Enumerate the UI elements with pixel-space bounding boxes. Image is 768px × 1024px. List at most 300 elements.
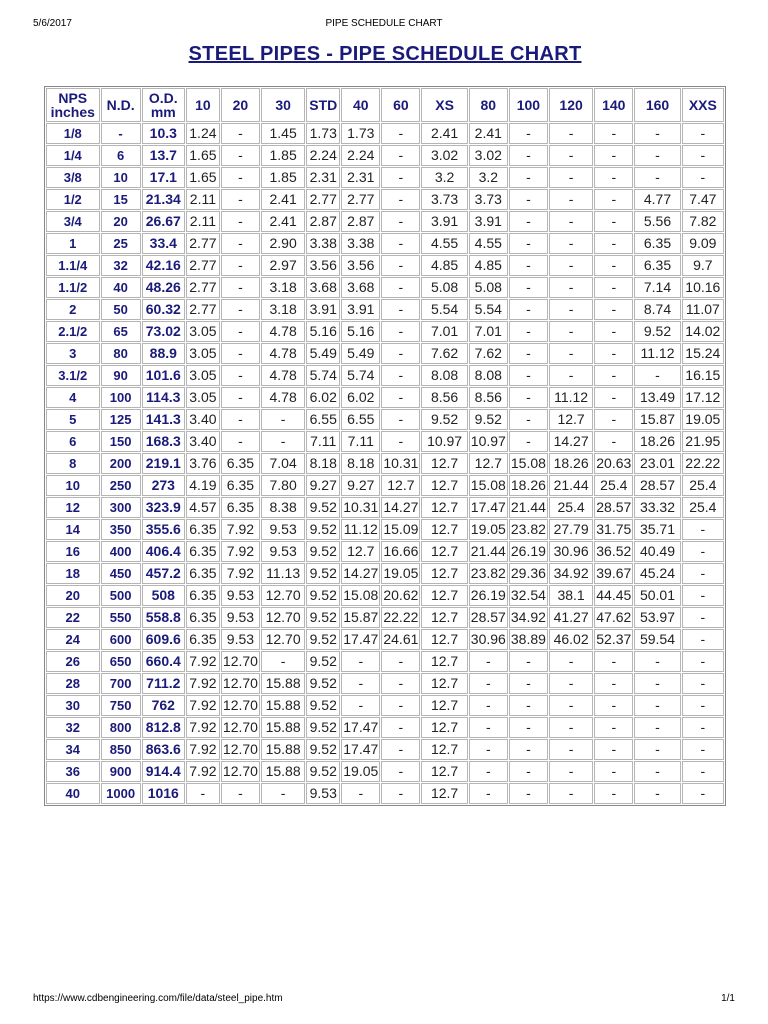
- pipe-schedule-table: [44, 86, 726, 806]
- wall-thickness-cell: 3.91: [341, 299, 380, 320]
- wall-thickness-cell: 7.14: [634, 277, 680, 298]
- wall-thickness-cell: -: [549, 211, 593, 232]
- wall-thickness-cell: 19.05: [682, 409, 724, 430]
- wall-thickness-cell: -: [221, 343, 260, 364]
- wall-thickness-cell: 3.2: [469, 167, 508, 188]
- wall-thickness-cell: 9.52: [421, 409, 467, 430]
- wall-thickness-cell: 12.7: [421, 497, 467, 518]
- wall-thickness-cell: -: [549, 717, 593, 738]
- table-row: [46, 365, 724, 386]
- wall-thickness-cell: 6.35: [186, 541, 220, 562]
- table-row: [46, 453, 724, 474]
- wall-thickness-cell: -: [549, 651, 593, 672]
- od-cell: 711.2: [142, 673, 185, 694]
- wall-thickness-cell: -: [634, 145, 680, 166]
- wall-thickness-cell: 1.85: [261, 167, 305, 188]
- nd-cell: 700: [101, 673, 141, 694]
- od-cell: 33.4: [142, 233, 185, 254]
- column-header: 10: [186, 88, 220, 122]
- od-cell: 10.3: [142, 123, 185, 144]
- wall-thickness-cell: 9.53: [221, 607, 260, 628]
- wall-thickness-cell: -: [509, 717, 548, 738]
- wall-thickness-cell: 7.47: [682, 189, 724, 210]
- od-cell: 863.6: [142, 739, 185, 760]
- wall-thickness-cell: -: [221, 211, 260, 232]
- wall-thickness-cell: 9.7: [682, 255, 724, 276]
- nd-cell: 32: [101, 255, 141, 276]
- wall-thickness-cell: -: [381, 409, 420, 430]
- wall-thickness-cell: -: [594, 673, 633, 694]
- wall-thickness-cell: -: [509, 343, 548, 364]
- nps-cell: 18: [46, 563, 100, 584]
- wall-thickness-cell: 2.97: [261, 255, 305, 276]
- wall-thickness-cell: -: [594, 233, 633, 254]
- table-row: [46, 233, 724, 254]
- wall-thickness-cell: -: [509, 761, 548, 782]
- nd-cell: 750: [101, 695, 141, 716]
- wall-thickness-cell: 7.01: [469, 321, 508, 342]
- wall-thickness-cell: -: [682, 739, 724, 760]
- nd-cell: 90: [101, 365, 141, 386]
- nd-cell: 1000: [101, 783, 141, 804]
- wall-thickness-cell: -: [549, 233, 593, 254]
- wall-thickness-cell: 2.11: [186, 189, 220, 210]
- nd-cell: 300: [101, 497, 141, 518]
- wall-thickness-cell: 3.91: [306, 299, 340, 320]
- od-cell: 219.1: [142, 453, 185, 474]
- wall-thickness-cell: -: [509, 651, 548, 672]
- wall-thickness-cell: 7.92: [221, 519, 260, 540]
- wall-thickness-cell: 29.36: [509, 563, 548, 584]
- wall-thickness-cell: -: [682, 563, 724, 584]
- wall-thickness-cell: 12.7: [421, 607, 467, 628]
- wall-thickness-cell: 6.35: [221, 475, 260, 496]
- wall-thickness-cell: 9.53: [221, 585, 260, 606]
- wall-thickness-cell: -: [221, 321, 260, 342]
- wall-thickness-cell: -: [381, 255, 420, 276]
- wall-thickness-cell: 39.67: [594, 563, 633, 584]
- wall-thickness-cell: -: [381, 211, 420, 232]
- wall-thickness-cell: 6.55: [306, 409, 340, 430]
- nps-cell: 20: [46, 585, 100, 606]
- wall-thickness-cell: 2.31: [341, 167, 380, 188]
- wall-thickness-cell: 12.7: [421, 673, 467, 694]
- nd-cell: 600: [101, 629, 141, 650]
- wall-thickness-cell: 4.78: [261, 343, 305, 364]
- wall-thickness-cell: 21.95: [682, 431, 724, 452]
- wall-thickness-cell: 53.97: [634, 607, 680, 628]
- wall-thickness-cell: 3.40: [186, 431, 220, 452]
- wall-thickness-cell: 20.62: [381, 585, 420, 606]
- wall-thickness-cell: 6.02: [341, 387, 380, 408]
- table-row: [46, 717, 724, 738]
- wall-thickness-cell: -: [221, 189, 260, 210]
- print-date: 5/6/2017: [33, 18, 72, 29]
- wall-thickness-cell: -: [381, 189, 420, 210]
- wall-thickness-cell: -: [549, 739, 593, 760]
- wall-thickness-cell: -: [634, 739, 680, 760]
- wall-thickness-cell: 28.57: [469, 607, 508, 628]
- table-row: [46, 739, 724, 760]
- wall-thickness-cell: -: [594, 167, 633, 188]
- table-row: [46, 321, 724, 342]
- wall-thickness-cell: -: [594, 717, 633, 738]
- wall-thickness-cell: -: [381, 695, 420, 716]
- wall-thickness-cell: 8.18: [306, 453, 340, 474]
- wall-thickness-cell: -: [634, 651, 680, 672]
- nd-cell: 800: [101, 717, 141, 738]
- wall-thickness-cell: -: [634, 123, 680, 144]
- wall-thickness-cell: 23.82: [469, 563, 508, 584]
- wall-thickness-cell: 40.49: [634, 541, 680, 562]
- print-header-title: PIPE SCHEDULE CHART: [325, 18, 443, 29]
- wall-thickness-cell: 9.52: [306, 585, 340, 606]
- wall-thickness-cell: -: [186, 783, 220, 804]
- wall-thickness-cell: -: [469, 739, 508, 760]
- wall-thickness-cell: -: [381, 387, 420, 408]
- wall-thickness-cell: -: [221, 123, 260, 144]
- wall-thickness-cell: -: [682, 519, 724, 540]
- nps-cell: 1.1/4: [46, 255, 100, 276]
- wall-thickness-cell: 2.77: [186, 255, 220, 276]
- wall-thickness-cell: -: [634, 717, 680, 738]
- wall-thickness-cell: 12.7: [381, 475, 420, 496]
- table-row: [46, 431, 724, 452]
- wall-thickness-cell: 6.35: [221, 497, 260, 518]
- wall-thickness-cell: -: [594, 431, 633, 452]
- wall-thickness-cell: 9.27: [341, 475, 380, 496]
- wall-thickness-cell: -: [261, 783, 305, 804]
- wall-thickness-cell: 7.92: [186, 651, 220, 672]
- wall-thickness-cell: -: [469, 717, 508, 738]
- wall-thickness-cell: 9.52: [306, 695, 340, 716]
- wall-thickness-cell: -: [594, 211, 633, 232]
- wall-thickness-cell: 33.32: [634, 497, 680, 518]
- wall-thickness-cell: 3.18: [261, 277, 305, 298]
- nps-cell: 4: [46, 387, 100, 408]
- wall-thickness-cell: 9.53: [261, 519, 305, 540]
- wall-thickness-cell: 14.02: [682, 321, 724, 342]
- wall-thickness-cell: 15.08: [509, 453, 548, 474]
- table-row: [46, 541, 724, 562]
- nd-cell: 65: [101, 321, 141, 342]
- wall-thickness-cell: -: [682, 695, 724, 716]
- wall-thickness-cell: -: [509, 145, 548, 166]
- wall-thickness-cell: -: [594, 145, 633, 166]
- wall-thickness-cell: -: [634, 167, 680, 188]
- nd-cell: -: [101, 123, 141, 144]
- table-row: [46, 409, 724, 430]
- wall-thickness-cell: 8.38: [261, 497, 305, 518]
- wall-thickness-cell: 3.68: [306, 277, 340, 298]
- nps-cell: 28: [46, 673, 100, 694]
- wall-thickness-cell: -: [221, 277, 260, 298]
- wall-thickness-cell: 4.85: [421, 255, 467, 276]
- nps-cell: 12: [46, 497, 100, 518]
- wall-thickness-cell: -: [682, 145, 724, 166]
- wall-thickness-cell: 16.66: [381, 541, 420, 562]
- wall-thickness-cell: -: [221, 233, 260, 254]
- wall-thickness-cell: 15.88: [261, 717, 305, 738]
- wall-thickness-cell: 59.54: [634, 629, 680, 650]
- od-cell: 13.7: [142, 145, 185, 166]
- nd-cell: 125: [101, 409, 141, 430]
- wall-thickness-cell: 12.7: [421, 475, 467, 496]
- wall-thickness-cell: 9.52: [306, 761, 340, 782]
- column-header: 80: [469, 88, 508, 122]
- wall-thickness-cell: -: [682, 585, 724, 606]
- wall-thickness-cell: 11.13: [261, 563, 305, 584]
- column-header: 120: [549, 88, 593, 122]
- wall-thickness-cell: 12.7: [421, 695, 467, 716]
- nd-cell: 100: [101, 387, 141, 408]
- table-row: [46, 783, 724, 804]
- wall-thickness-cell: -: [682, 717, 724, 738]
- wall-thickness-cell: 8.08: [469, 365, 508, 386]
- wall-thickness-cell: -: [221, 387, 260, 408]
- wall-thickness-cell: -: [341, 783, 380, 804]
- wall-thickness-cell: -: [549, 343, 593, 364]
- nd-cell: 15: [101, 189, 141, 210]
- od-cell: 17.1: [142, 167, 185, 188]
- wall-thickness-cell: 3.73: [469, 189, 508, 210]
- od-cell: 60.32: [142, 299, 185, 320]
- nps-cell: 22: [46, 607, 100, 628]
- wall-thickness-cell: 4.57: [186, 497, 220, 518]
- wall-thickness-cell: -: [682, 629, 724, 650]
- wall-thickness-cell: 5.49: [306, 343, 340, 364]
- wall-thickness-cell: -: [341, 651, 380, 672]
- wall-thickness-cell: 17.47: [341, 717, 380, 738]
- od-cell: 355.6: [142, 519, 185, 540]
- nps-cell: 32: [46, 717, 100, 738]
- wall-thickness-cell: 10.97: [469, 431, 508, 452]
- wall-thickness-cell: 18.26: [509, 475, 548, 496]
- nps-cell: 34: [46, 739, 100, 760]
- wall-thickness-cell: -: [594, 387, 633, 408]
- column-header: 160: [634, 88, 680, 122]
- wall-thickness-cell: -: [469, 651, 508, 672]
- wall-thickness-cell: 7.92: [221, 563, 260, 584]
- nps-cell: 5: [46, 409, 100, 430]
- wall-thickness-cell: -: [594, 365, 633, 386]
- wall-thickness-cell: -: [341, 673, 380, 694]
- nd-cell: 150: [101, 431, 141, 452]
- wall-thickness-cell: 9.53: [261, 541, 305, 562]
- table-row: [46, 299, 724, 320]
- wall-thickness-cell: -: [509, 739, 548, 760]
- column-header: N.D.: [101, 88, 141, 122]
- wall-thickness-cell: 26.19: [509, 541, 548, 562]
- wall-thickness-cell: -: [682, 541, 724, 562]
- wall-thickness-cell: 11.12: [634, 343, 680, 364]
- wall-thickness-cell: 15.87: [341, 607, 380, 628]
- wall-thickness-cell: 1.73: [306, 123, 340, 144]
- wall-thickness-cell: -: [381, 761, 420, 782]
- table-row: [46, 343, 724, 364]
- wall-thickness-cell: 28.57: [634, 475, 680, 496]
- wall-thickness-cell: -: [549, 299, 593, 320]
- wall-thickness-cell: 38.89: [509, 629, 548, 650]
- wall-thickness-cell: 7.62: [469, 343, 508, 364]
- wall-thickness-cell: 3.05: [186, 321, 220, 342]
- wall-thickness-cell: -: [221, 431, 260, 452]
- wall-thickness-cell: 15.88: [261, 761, 305, 782]
- od-cell: 21.34: [142, 189, 185, 210]
- wall-thickness-cell: 44.45: [594, 585, 633, 606]
- wall-thickness-cell: 3.2: [421, 167, 467, 188]
- wall-thickness-cell: -: [549, 145, 593, 166]
- nps-cell: 3/8: [46, 167, 100, 188]
- wall-thickness-cell: -: [594, 739, 633, 760]
- nps-cell: 16: [46, 541, 100, 562]
- wall-thickness-cell: 4.78: [261, 321, 305, 342]
- wall-thickness-cell: -: [341, 695, 380, 716]
- wall-thickness-cell: -: [549, 255, 593, 276]
- table-row: [46, 761, 724, 782]
- wall-thickness-cell: 17.47: [469, 497, 508, 518]
- wall-thickness-cell: -: [509, 233, 548, 254]
- wall-thickness-cell: 9.52: [306, 629, 340, 650]
- wall-thickness-cell: -: [549, 123, 593, 144]
- wall-thickness-cell: 6.35: [186, 629, 220, 650]
- wall-thickness-cell: 22.22: [381, 607, 420, 628]
- wall-thickness-cell: -: [549, 321, 593, 342]
- wall-thickness-cell: 2.77: [186, 299, 220, 320]
- wall-thickness-cell: -: [682, 761, 724, 782]
- wall-thickness-cell: -: [381, 123, 420, 144]
- wall-thickness-cell: 16.15: [682, 365, 724, 386]
- table-row: [46, 629, 724, 650]
- wall-thickness-cell: 12.7: [421, 585, 467, 606]
- wall-thickness-cell: 12.7: [469, 453, 508, 474]
- od-cell: 406.4: [142, 541, 185, 562]
- wall-thickness-cell: 15.24: [682, 343, 724, 364]
- wall-thickness-cell: -: [682, 673, 724, 694]
- wall-thickness-cell: 17.47: [341, 739, 380, 760]
- wall-thickness-cell: 2.77: [341, 189, 380, 210]
- column-header: XXS: [682, 88, 724, 122]
- wall-thickness-cell: 27.79: [549, 519, 593, 540]
- wall-thickness-cell: 3.18: [261, 299, 305, 320]
- table-row: [46, 673, 724, 694]
- wall-thickness-cell: 12.7: [421, 541, 467, 562]
- wall-thickness-cell: -: [594, 651, 633, 672]
- wall-thickness-cell: 9.52: [469, 409, 508, 430]
- od-cell: 812.8: [142, 717, 185, 738]
- od-cell: 1016: [142, 783, 185, 804]
- wall-thickness-cell: 19.05: [381, 563, 420, 584]
- wall-thickness-cell: -: [509, 255, 548, 276]
- wall-thickness-cell: -: [381, 145, 420, 166]
- wall-thickness-cell: 28.57: [594, 497, 633, 518]
- wall-thickness-cell: 5.56: [634, 211, 680, 232]
- wall-thickness-cell: 4.55: [469, 233, 508, 254]
- wall-thickness-cell: 9.52: [306, 607, 340, 628]
- wall-thickness-cell: 8.74: [634, 299, 680, 320]
- wall-thickness-cell: 11.12: [341, 519, 380, 540]
- wall-thickness-cell: -: [509, 387, 548, 408]
- wall-thickness-cell: -: [594, 277, 633, 298]
- wall-thickness-cell: 10.31: [341, 497, 380, 518]
- wall-thickness-cell: -: [509, 695, 548, 716]
- column-header: 20: [221, 88, 260, 122]
- wall-thickness-cell: 7.92: [186, 673, 220, 694]
- nps-cell: 8: [46, 453, 100, 474]
- wall-thickness-cell: 12.70: [221, 695, 260, 716]
- wall-thickness-cell: 8.56: [469, 387, 508, 408]
- table-row: [46, 277, 724, 298]
- wall-thickness-cell: -: [594, 321, 633, 342]
- table-row: [46, 255, 724, 276]
- column-header: 40: [341, 88, 380, 122]
- wall-thickness-cell: -: [381, 717, 420, 738]
- wall-thickness-cell: 2.77: [306, 189, 340, 210]
- wall-thickness-cell: 8.18: [341, 453, 380, 474]
- nd-cell: 20: [101, 211, 141, 232]
- nd-cell: 10: [101, 167, 141, 188]
- wall-thickness-cell: 8.08: [421, 365, 467, 386]
- wall-thickness-cell: -: [509, 211, 548, 232]
- wall-thickness-cell: 2.77: [186, 277, 220, 298]
- wall-thickness-cell: -: [469, 673, 508, 694]
- wall-thickness-cell: 3.38: [306, 233, 340, 254]
- nd-cell: 450: [101, 563, 141, 584]
- od-cell: 42.16: [142, 255, 185, 276]
- wall-thickness-cell: 46.02: [549, 629, 593, 650]
- wall-thickness-cell: 7.92: [186, 739, 220, 760]
- wall-thickness-cell: 6.35: [634, 233, 680, 254]
- wall-thickness-cell: 2.41: [421, 123, 467, 144]
- wall-thickness-cell: 10.16: [682, 277, 724, 298]
- wall-thickness-cell: 2.24: [306, 145, 340, 166]
- wall-thickness-cell: -: [221, 783, 260, 804]
- wall-thickness-cell: 41.27: [549, 607, 593, 628]
- wall-thickness-cell: -: [381, 277, 420, 298]
- wall-thickness-cell: -: [509, 167, 548, 188]
- column-header: 100: [509, 88, 548, 122]
- wall-thickness-cell: -: [469, 761, 508, 782]
- wall-thickness-cell: 14.27: [341, 563, 380, 584]
- wall-thickness-cell: 3.76: [186, 453, 220, 474]
- wall-thickness-cell: -: [509, 299, 548, 320]
- wall-thickness-cell: 14.27: [549, 431, 593, 452]
- wall-thickness-cell: -: [221, 167, 260, 188]
- nps-cell: 1/4: [46, 145, 100, 166]
- wall-thickness-cell: 6.35: [186, 585, 220, 606]
- wall-thickness-cell: -: [509, 321, 548, 342]
- wall-thickness-cell: -: [594, 255, 633, 276]
- wall-thickness-cell: -: [469, 783, 508, 804]
- table-row: [46, 123, 724, 144]
- wall-thickness-cell: 3.05: [186, 365, 220, 386]
- wall-thickness-cell: 23.01: [634, 453, 680, 474]
- wall-thickness-cell: 5.54: [469, 299, 508, 320]
- wall-thickness-cell: -: [682, 783, 724, 804]
- wall-thickness-cell: -: [381, 167, 420, 188]
- wall-thickness-cell: -: [634, 783, 680, 804]
- wall-thickness-cell: 31.75: [594, 519, 633, 540]
- wall-thickness-cell: 9.53: [306, 783, 340, 804]
- wall-thickness-cell: 12.7: [421, 563, 467, 584]
- wall-thickness-cell: 12.7: [421, 717, 467, 738]
- wall-thickness-cell: 21.44: [509, 497, 548, 518]
- wall-thickness-cell: 7.11: [341, 431, 380, 452]
- od-cell: 660.4: [142, 651, 185, 672]
- wall-thickness-cell: 34.92: [509, 607, 548, 628]
- wall-thickness-cell: -: [594, 783, 633, 804]
- table-row: [46, 563, 724, 584]
